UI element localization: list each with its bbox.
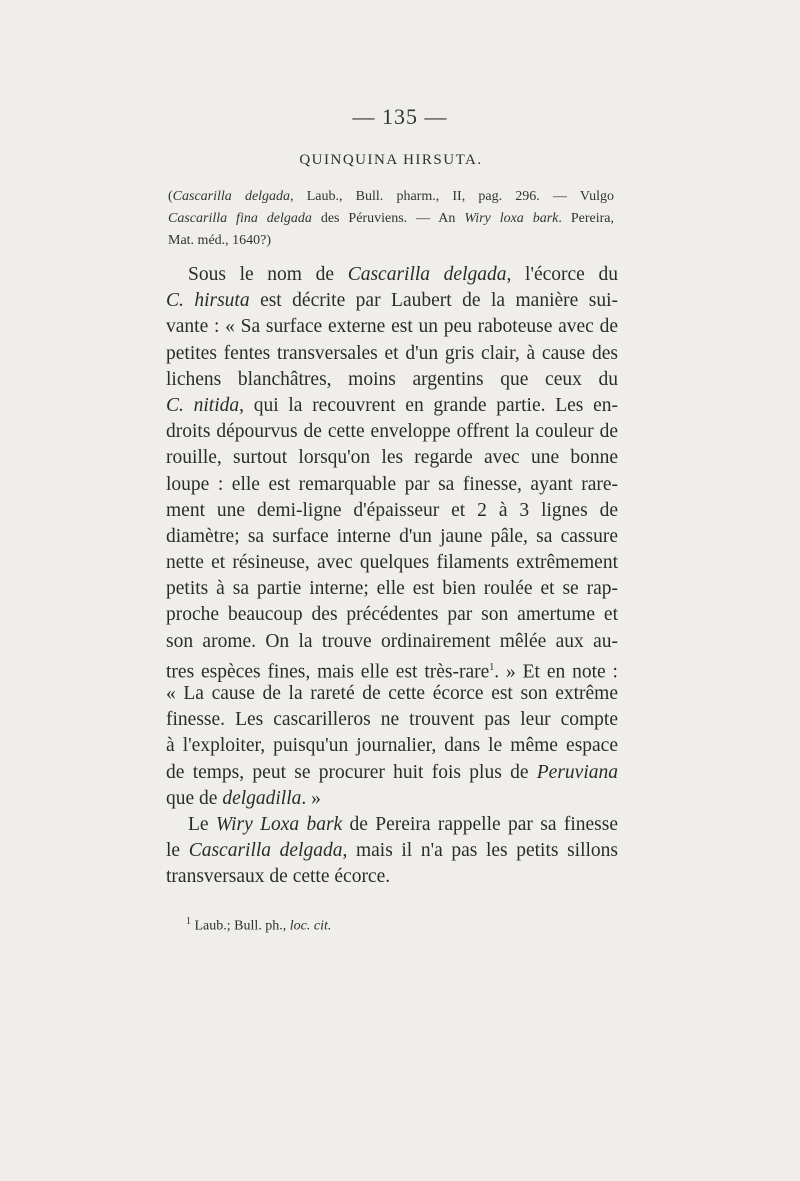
text-line: droits dépourvus de cette enveloppe offrent la couleur de	[166, 421, 618, 443]
text-line: finesse. Les cascarilleros ne trouvent pas leur compte	[166, 709, 618, 731]
text-line: nette et résineuse, avec quelques filaments extrêmement	[166, 552, 618, 574]
synonymy-line: (Cascarilla delgada, Laub., Bull. pharm., II, pag. 296. — Vulgo	[168, 189, 614, 204]
text-line: Sous le nom de Cascarilla delgada, l'écorce du	[188, 264, 618, 285]
text-line: de temps, peut se procurer huit fois plus de Peruviana	[166, 761, 618, 783]
text-line: C. nitida, qui la recouvrent en grande partie. Les en-	[166, 394, 618, 416]
synonymy-line: Cascarilla fina delgada des Péruviens. — An Wiry loxa bark. Pereira,	[168, 211, 614, 226]
text-line: proche beaucoup des précédentes par son amertume et	[166, 604, 618, 626]
text-line: Le Wiry Loxa bark de Pereira rappelle par sa finesse	[188, 813, 618, 835]
text-line: petits à sa partie interne; elle est bien roulée et se rap-	[166, 578, 618, 600]
footnote-marker: 1	[489, 661, 495, 673]
text-line: tres espèces fines, mais elle est très-rare$^1$. » Et en note :	[166, 661, 618, 683]
text-line: son arome. On la trouve ordinairement mêlée aux au-	[166, 630, 618, 652]
section-title: QUINQUINA HIRSUTA.	[299, 152, 483, 168]
text-line: loupe : elle est remarquable par sa finesse, ayant rare-	[166, 473, 618, 495]
text-line: diamètre; sa surface interne d'un jaune pâle, sa cassure	[166, 525, 618, 547]
text-line: le Cascarilla delgada, mais il n'a pas les petits sillons	[166, 840, 619, 862]
synonymy-line: Mat. méd., 1640?)	[168, 233, 272, 248]
page-number: — 135 —	[352, 104, 448, 129]
text-line: à l'exploiter, puisqu'un journalier, dans le même espace	[166, 735, 618, 757]
synonymy-paragraph	[168, 186, 614, 252]
text-line: vante : « Sa surface externe est un peu raboteuse avec de	[166, 316, 618, 338]
text-line: que de delgadilla. »	[166, 787, 321, 809]
body-text	[166, 262, 618, 891]
text-line: petites fentes transversales et d'un gris clair, à cause des	[166, 342, 618, 364]
footnote: $^1$ Laub.; Bull. ph., loc. cit.	[186, 916, 332, 934]
text-line: transversaux de cette écorce.	[166, 866, 391, 888]
text-line: « La cause de la rareté de cette écorce est son extrême	[166, 683, 618, 704]
text-line: lichens blanchâtres, moins argentins que ceux du	[166, 368, 618, 390]
text-line: ment une demi-ligne d'épaisseur et 2 à 3 lignes de	[166, 499, 618, 521]
footnote-marker: 1	[186, 916, 191, 927]
text-line: C. hirsuta est décrite par Laubert de la manière sui-	[166, 290, 618, 312]
text-line: rouille, surtout lorsqu'on les regarde avec une bonne	[166, 447, 618, 469]
